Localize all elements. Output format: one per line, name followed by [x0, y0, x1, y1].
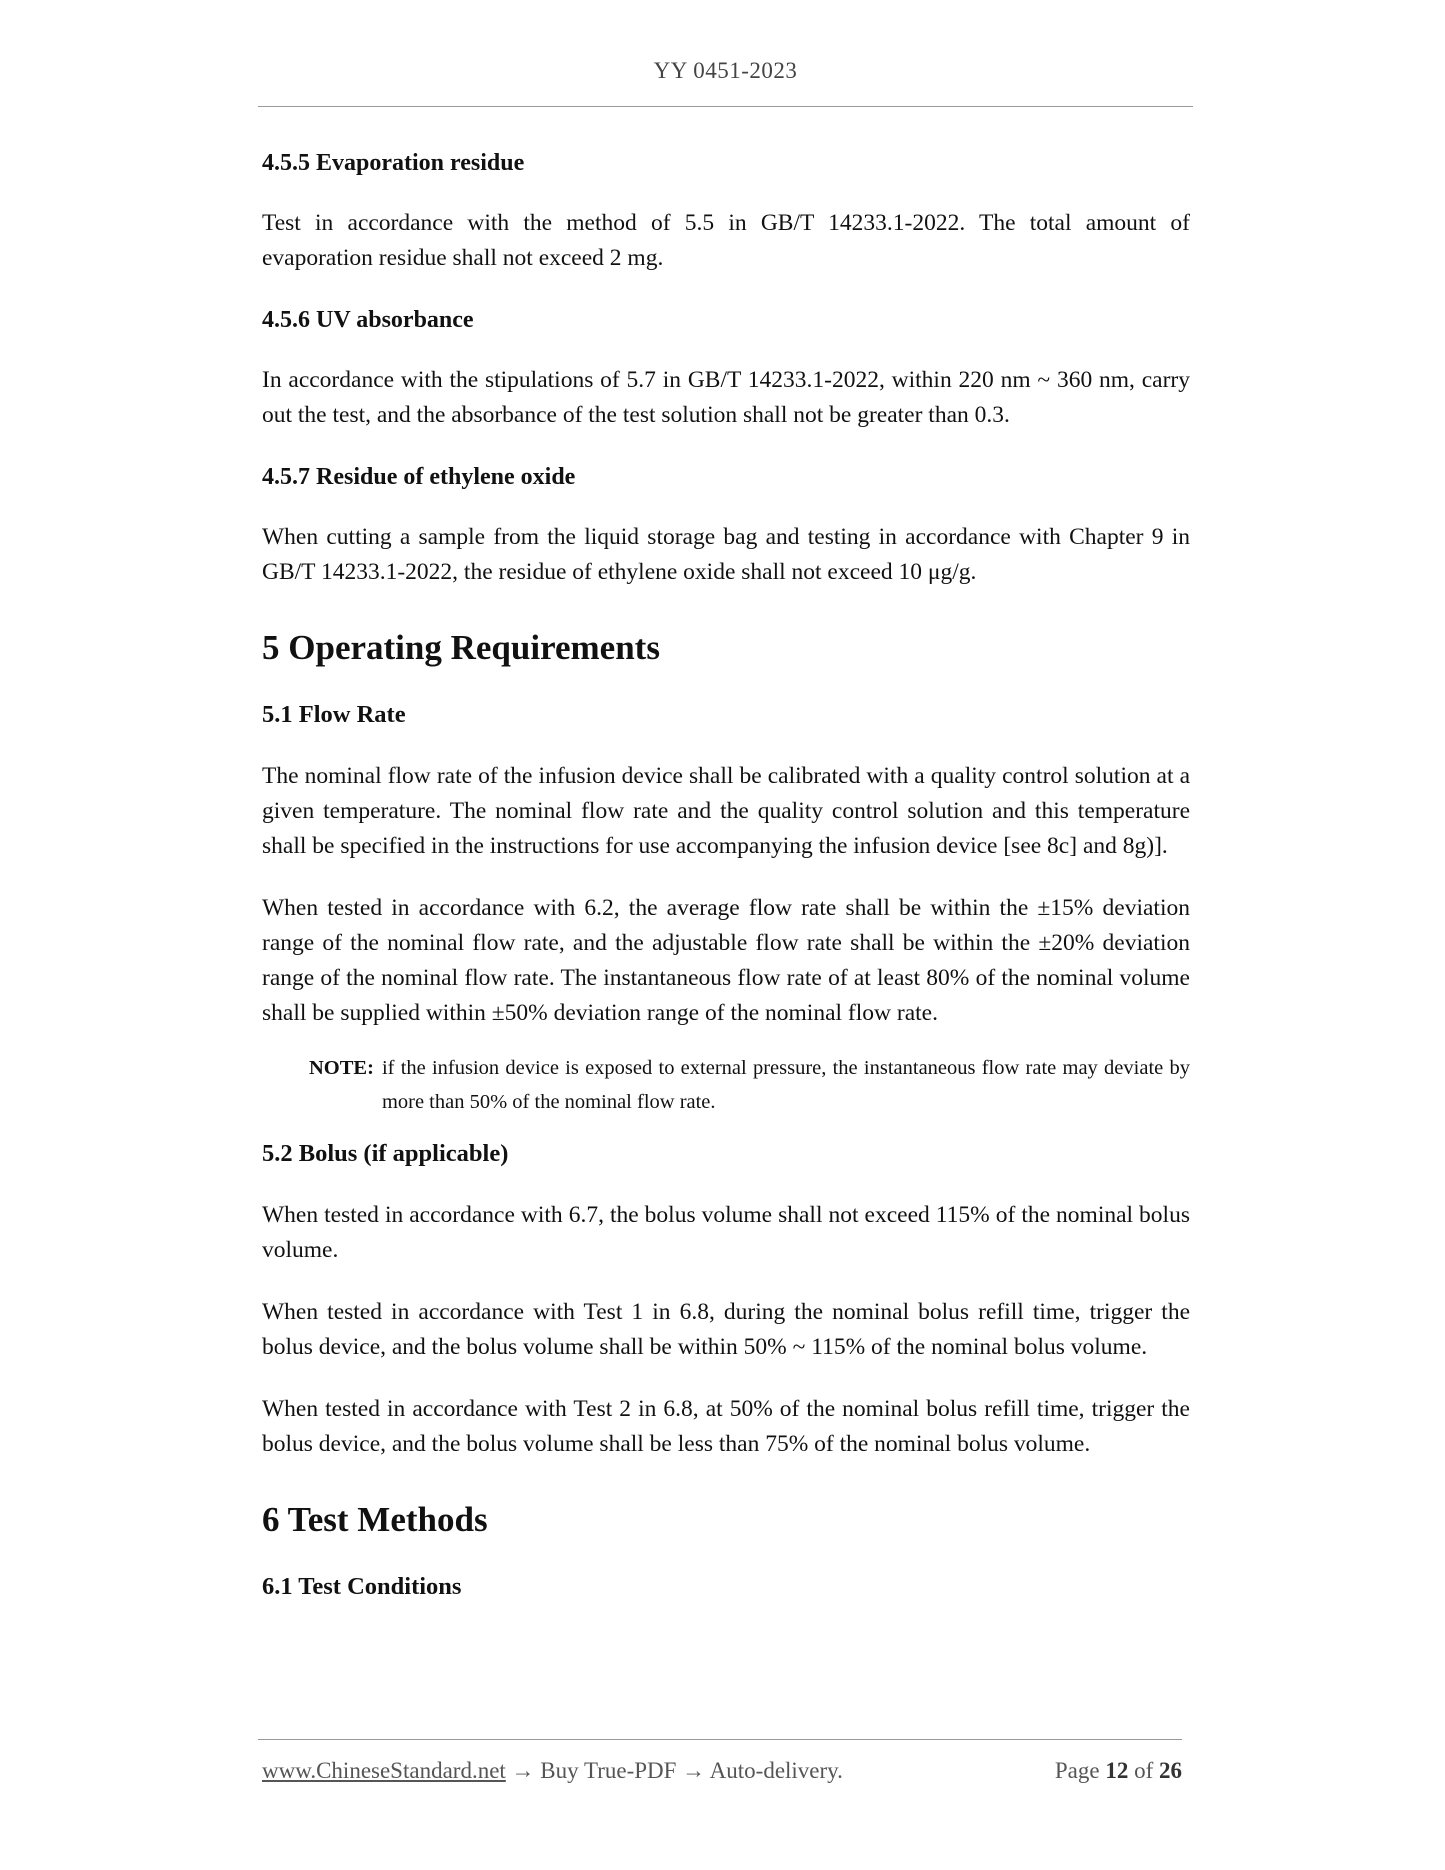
header-divider — [258, 106, 1193, 107]
paragraph-5-1-b: When tested in accordance with 6.2, the average flow rate shall be within the ±15% deviation range of the nominal flow rate, and the adjustable flow rate shall be within the ±20% deviation range of the nominal flow rate. The instantaneous flow rate of at least 80% of the nominal volume shall be supplied within ±50% deviation range of the nominal flow rate. — [262, 895, 1190, 1026]
paragraph-4-5-7: When cutting a sample from the liquid storage bag and testing in accordance with Chapter 9 in GB/T 14233.1-2022, the residue of ethylene oxide shall not exceed 10 μg/g. — [262, 524, 1190, 585]
heading-5-2: 5.2 Bolus (if applicable) — [262, 1140, 509, 1167]
page-current: 12 — [1105, 1758, 1129, 1783]
footer-divider — [258, 1739, 1182, 1740]
chapter-heading-6: 6 Test Methods — [262, 1500, 488, 1539]
page-number — [1055, 1758, 1182, 1784]
note-5-1 — [309, 1051, 1190, 1119]
heading-5-1: 5.1 Flow Rate — [262, 701, 406, 728]
paragraph-5-2-c: When tested in accordance with Test 2 in 6.8, at 50% of the nominal bolus refill time, trigger the bolus device, and the bolus volume shall be less than 75% of the nominal bolus volume. — [262, 1396, 1190, 1457]
paragraph-4-5-6: In accordance with the stipulations of 5.7 in GB/T 14233.1-2022, within 220 nm ~ 360 nm, carry out the test, and the absorbance of the test solution shall not be greater than 0.3. — [262, 367, 1190, 428]
website-link[interactable]: www.ChineseStandard.net — [262, 1758, 506, 1783]
heading-4-5-6: 4.5.6 UV absorbance — [262, 307, 474, 333]
paragraph-5-1-a: The nominal flow rate of the infusion device shall be calibrated with a quality control solution at a given temperature. The nominal flow rate and the quality control solution and this temperature shall be specified in the instructions for use accompanying the infusion device [see 8c] and 8g)]. — [262, 763, 1190, 859]
chapter-heading-5: 5 Operating Requirements — [262, 628, 660, 667]
heading-6-1: 6.1 Test Conditions — [262, 1573, 462, 1600]
paragraph-4-5-5: Test in accordance with the method of 5.5 in GB/T 14233.1-2022. The total amount of evaporation residue shall not exceed 2 mg. — [262, 210, 1190, 271]
page-total: 26 — [1159, 1758, 1182, 1783]
note-label: NOTE: — [309, 1057, 374, 1079]
page-header: YY 0451-2023 — [653, 58, 798, 83]
footer-left — [262, 1758, 843, 1784]
page-of: of — [1134, 1758, 1154, 1783]
note-text: if the infusion device is exposed to external pressure, the instantaneous flow rate may deviate by more than 50% of the nominal flow rate. — [381, 1057, 1190, 1113]
paragraph-5-2-b: When tested in accordance with Test 1 in 6.8, during the nominal bolus refill time, trigger the bolus device, and the bolus volume shall be within 50% ~ 115% of the nominal bolus volume. — [262, 1299, 1190, 1360]
footer-tagline: → Buy True-PDF → Auto-delivery. — [505, 1758, 843, 1783]
page-footer — [262, 1758, 1182, 1784]
page-content — [262, 146, 1190, 1631]
heading-4-5-5: 4.5.5 Evaporation residue — [262, 150, 525, 176]
page-label: Page — [1054, 1758, 1100, 1783]
paragraph-5-2-a: When tested in accordance with 6.7, the bolus volume shall not exceed 115% of the nominal bolus volume. — [262, 1202, 1190, 1263]
heading-4-5-7: 4.5.7 Residue of ethylene oxide — [262, 464, 576, 490]
